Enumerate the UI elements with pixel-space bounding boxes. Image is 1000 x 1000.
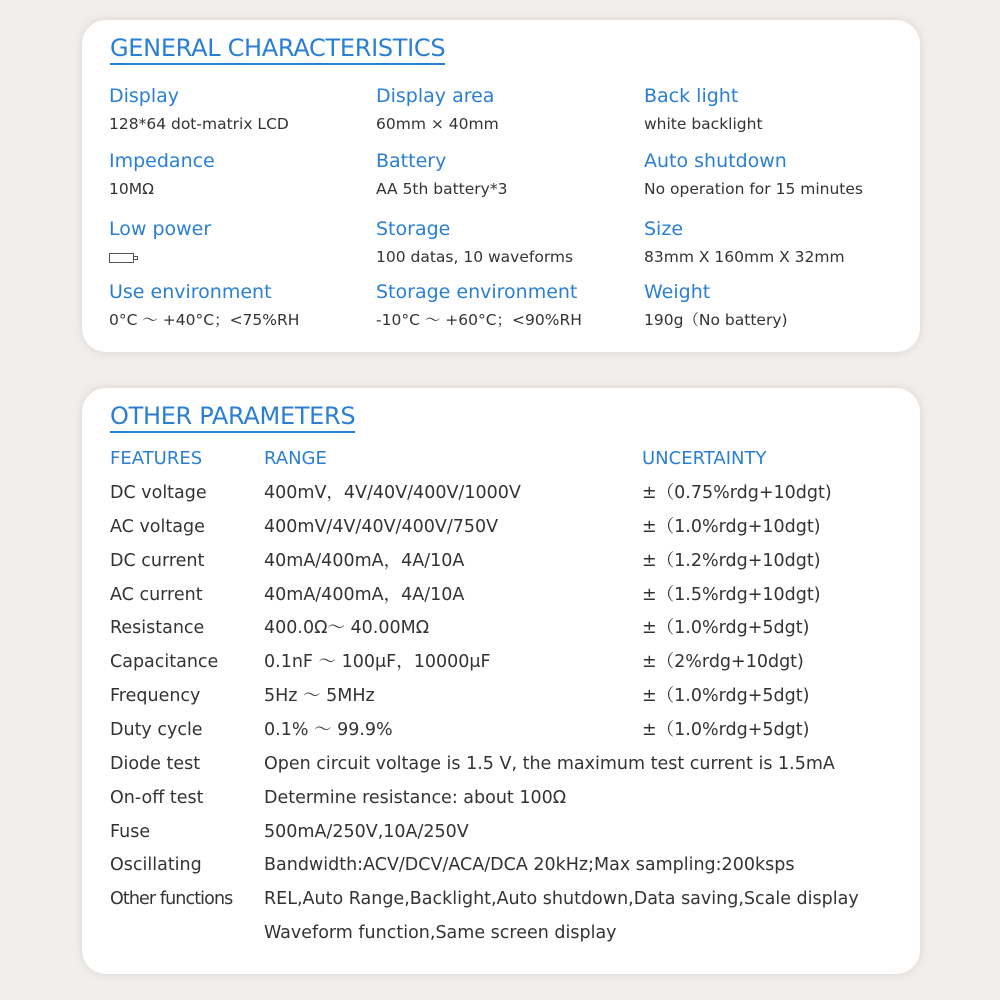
spec-value: 128*64 dot-matrix LCD: [109, 115, 289, 133]
other-parameters-title: OTHER PARAMETERS: [110, 402, 355, 433]
uncertainty-cell: ±（1.0%rdg+10dgt): [642, 516, 821, 537]
range-cell: 0.1nF ～ 100μF，10000μF: [264, 652, 491, 673]
spec-label: Weight: [644, 281, 711, 303]
range-cell: 40mA/400mA，4A/10A: [264, 584, 465, 605]
uncertainty-cell: ±（0.75%rdg+10dgt): [642, 483, 832, 503]
range-cell: 5Hz ～ 5MHz: [264, 686, 375, 707]
table-row: [82, 752, 920, 786]
table-row: [82, 718, 920, 752]
uncertainty-cell: ±（1.0%rdg+5dgt): [642, 719, 810, 740]
range-cell: REL,Auto Range,Backlight,Auto shutdown,Data saving,Scale display: [264, 889, 859, 910]
feature-cell: Fuse: [110, 821, 151, 842]
spec-item: [644, 280, 906, 330]
range-cell: Waveform function,Same screen display: [264, 923, 617, 944]
feature-cell: On-off test: [110, 787, 204, 808]
feature-cell: Frequency: [110, 686, 201, 707]
spec-label: Use environment: [109, 281, 272, 303]
general-characteristics-card: [82, 20, 920, 352]
spec-label: Battery: [376, 150, 447, 172]
spec-label: Impedance: [109, 150, 215, 172]
spec-value: AA 5th battery*3: [376, 180, 508, 198]
spec-item: [644, 149, 906, 199]
range-cell: 400mV/4V/40V/400V/750V: [264, 516, 499, 537]
table-row: [82, 786, 920, 820]
spec-value: No operation for 15 minutes: [644, 180, 863, 198]
spec-value: 10MΩ: [109, 180, 154, 198]
uncertainty-cell: ±（1.5%rdg+10dgt): [642, 584, 821, 605]
spec-label: Storage environment: [376, 281, 578, 303]
uncertainty-header: UNCERTAINTY: [642, 448, 767, 469]
spec-item: [376, 149, 638, 199]
spec-value: 60mm × 40mm: [376, 115, 499, 133]
spec-item: [644, 217, 906, 267]
spec-item: [109, 84, 371, 134]
spec-label: Low power: [109, 218, 212, 240]
spec-label: Storage: [376, 218, 451, 240]
table-row: [82, 887, 920, 921]
uncertainty-cell: ±（2%rdg+10dgt): [642, 652, 804, 673]
table-row: [82, 853, 920, 887]
spec-value: 0°C ～ +40°C；<75%RH: [109, 311, 300, 329]
range-cell: 400mV，4V/40V/400V/1000V: [264, 483, 521, 503]
feature-cell: Oscillating: [110, 855, 202, 876]
range-header: RANGE: [264, 448, 327, 469]
other-parameters-card: [82, 388, 920, 974]
feature-cell: Resistance: [110, 618, 205, 639]
table-row: [82, 616, 920, 650]
table-row: [82, 515, 920, 549]
spec-value: 190g（No battery): [644, 311, 788, 329]
spec-label: Back light: [644, 85, 739, 107]
spec-value: white backlight: [644, 115, 763, 133]
range-cell: Open circuit voltage is 1.5 V, the maximum test current is 1.5mA: [264, 753, 835, 774]
spec-label: Size: [644, 218, 684, 240]
feature-cell: DC voltage: [110, 483, 207, 503]
feature-cell: AC current: [110, 584, 203, 605]
spec-label: Display: [109, 85, 180, 107]
spec-label: Display area: [376, 85, 495, 107]
feature-cell: DC current: [110, 550, 205, 571]
feature-cell: AC voltage: [110, 516, 205, 537]
range-cell: 500mA/250V,10A/250V: [264, 821, 469, 842]
spec-item: [109, 280, 371, 330]
table-row: [82, 481, 920, 515]
range-cell: 0.1% ～ 99.9%: [264, 719, 393, 740]
features-header: FEATURES: [110, 448, 203, 469]
uncertainty-cell: ±（1.0%rdg+5dgt): [642, 686, 810, 707]
spec-item: [109, 217, 371, 263]
range-cell: 40mA/400mA，4A/10A: [264, 550, 465, 571]
spec-label: Auto shutdown: [644, 150, 787, 172]
low-battery-icon: [109, 253, 135, 263]
spec-item: [376, 84, 638, 134]
range-cell: 400.0Ω～ 40.00MΩ: [264, 618, 430, 639]
feature-cell: Other functions: [110, 889, 233, 910]
table-row: [82, 921, 920, 955]
spec-value: 100 datas, 10 waveforms: [376, 248, 574, 266]
uncertainty-cell: ±（1.2%rdg+10dgt): [642, 550, 821, 571]
spec-item: [376, 217, 638, 267]
table-row: [82, 549, 920, 583]
uncertainty-cell: ±（1.0%rdg+5dgt): [642, 618, 810, 639]
spec-item: [109, 149, 371, 199]
range-cell: Bandwidth:ACV/DCV/ACA/DCA 20kHz;Max sampling:200ksps: [264, 855, 795, 876]
table-row: [82, 820, 920, 854]
spec-value: 83mm X 160mm X 32mm: [644, 248, 845, 266]
spec-value: -10°C ～ +60°C；<90%RH: [376, 311, 582, 329]
range-cell: Determine resistance: about 100Ω: [264, 787, 567, 808]
feature-cell: Duty cycle: [110, 719, 203, 740]
feature-cell: Capacitance: [110, 652, 219, 673]
feature-cell: Diode test: [110, 753, 201, 774]
table-row: [82, 650, 920, 684]
spec-item: [376, 280, 638, 330]
table-row: [82, 684, 920, 718]
spec-item: [644, 84, 906, 134]
general-characteristics-title: GENERAL CHARACTERISTICS: [110, 34, 445, 65]
table-row: [82, 583, 920, 617]
